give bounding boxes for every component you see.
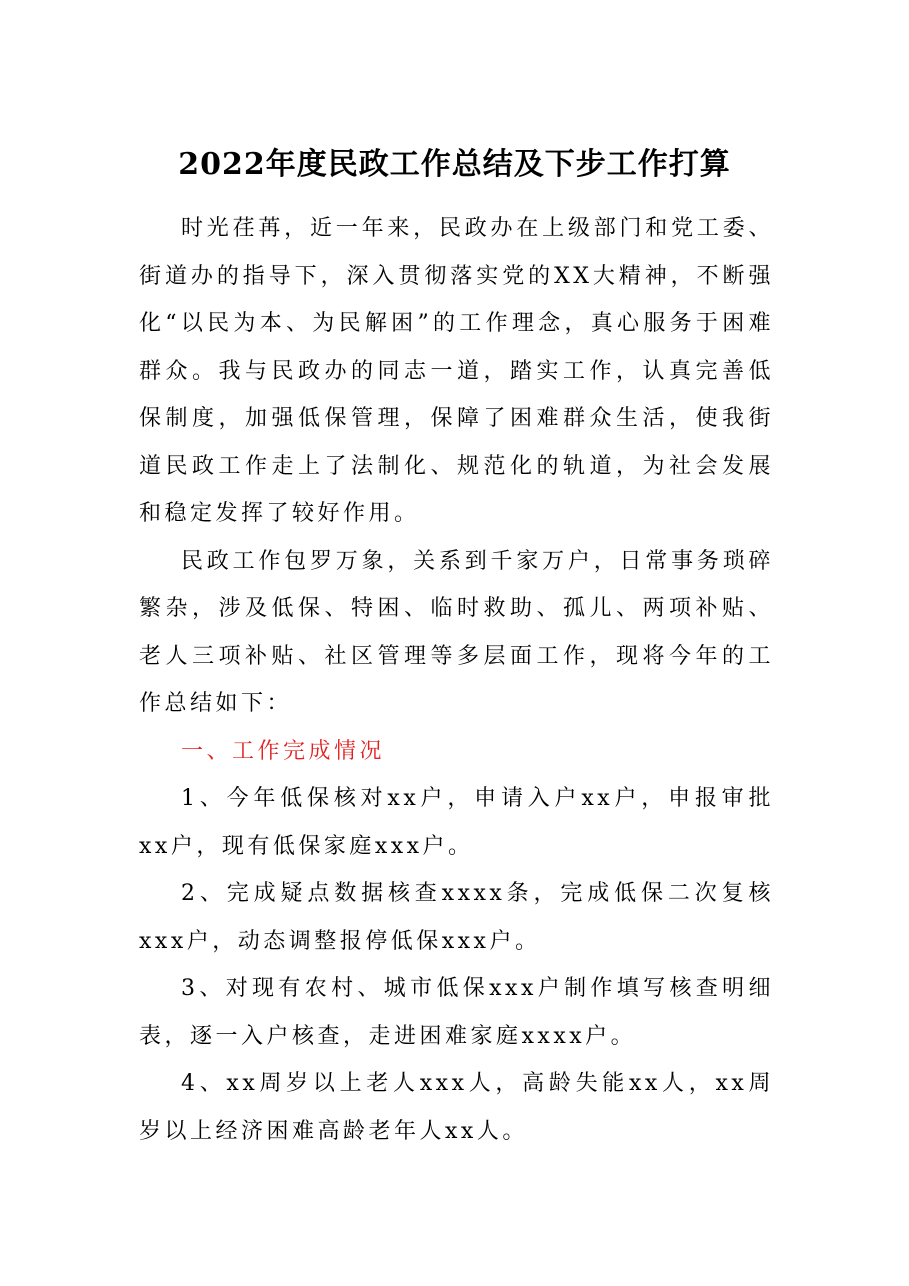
paragraph-intro-2: 民政工作包罗万象，关系到千家万户，日常事务琐碎繁杂，涉及低保、特困、临时救助、孤儿、两项补贴、老人三项补贴、社区管理等多层面工作，现将今年的工作总结如下：: [139, 548, 774, 716]
list-item: 1、今年低保核对xx户，申请入户xx户，申报审批xx户，现有低保家庭xxx户。: [139, 786, 774, 859]
list-item: 4、xx周岁以上老人xxx人，高龄失能xx人，xx周岁以上经济困难高龄老年人xx人。: [139, 1071, 774, 1144]
paragraph-intro-1: 时光荏苒，近一年来，民政办在上级部门和党工委、街道办的指导下，深入贯彻落实党的XX大精神，不断强化“以民为本、为民解困”的工作理念，真心服务于困难群众。我与民政办的同志一道，踏实工作，认真完善低保制度，加强低保管理，保障了困难群众生活，使我街道民政工作走上了法制化、规范化的轨道，为社会发展和稳定发挥了较好作用。: [139, 216, 774, 526]
document-body: [139, 205, 774, 1155]
document-title: 2022年度民政工作总结及下步工作打算: [178, 147, 731, 182]
section-heading: 一、工作完成情况: [181, 738, 386, 764]
list-item: 3、对现有农村、城市低保xxx户制作填写核查明细表，逐一入户核查，走进困难家庭xxxx户。: [139, 976, 774, 1049]
list-item: 2、完成疑点数据核查xxxx条，完成低保二次复核xxx户，动态调整报停低保xxx户。: [139, 881, 774, 954]
